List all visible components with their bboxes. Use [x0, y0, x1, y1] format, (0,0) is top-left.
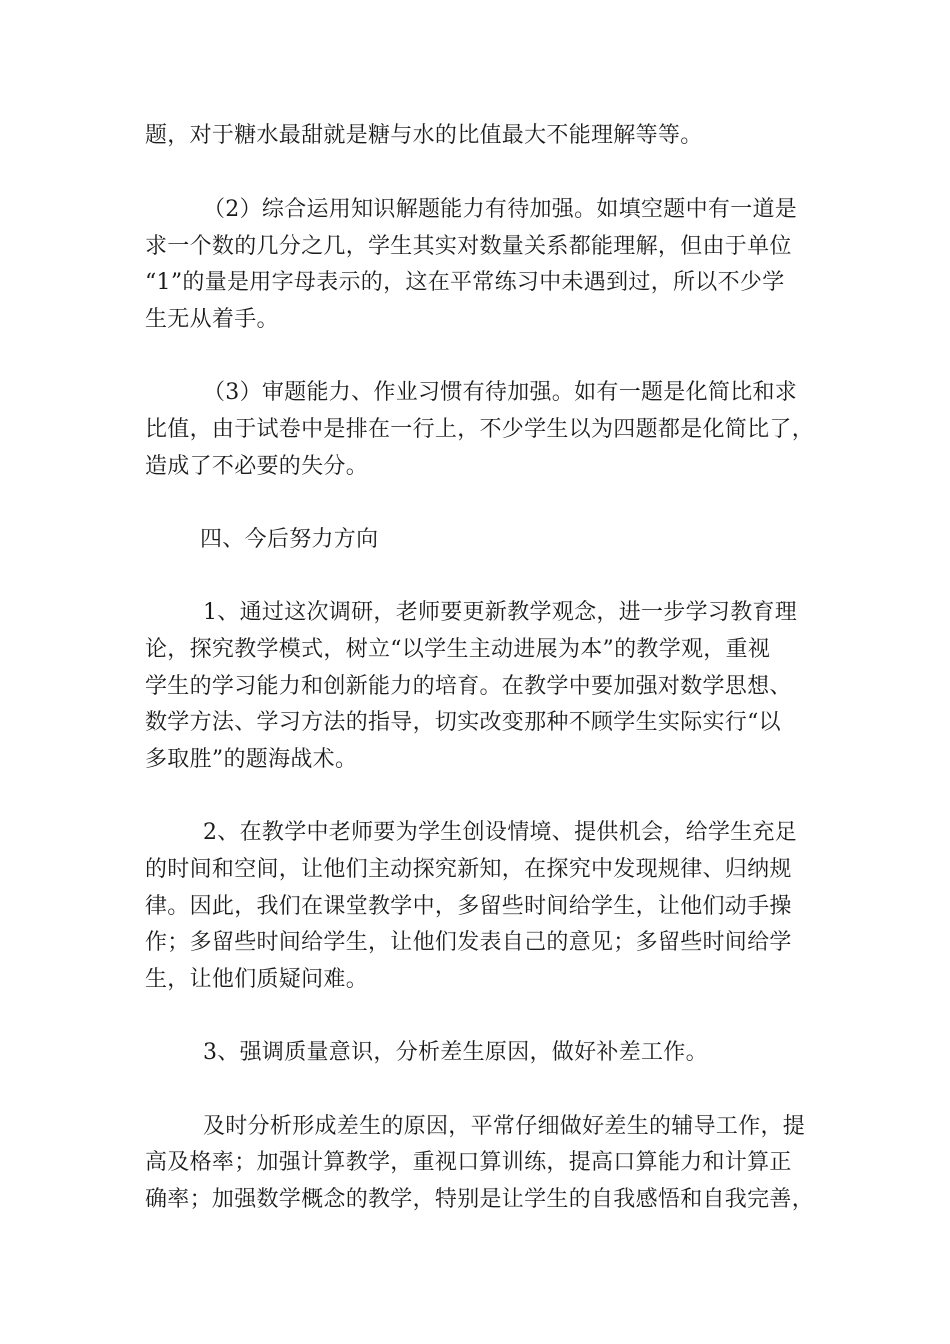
paragraph-line: 的时间和空间，让他们主动探究新知，在探究中发现规律、归纳规	[145, 857, 792, 882]
paragraph-line: 作；多留些时间给学生，让他们发表自己的意见；多留些时间给学	[145, 930, 792, 955]
paragraph-line: （2）综合运用知识解题能力有待加强。如填空题中有一道是	[203, 197, 798, 222]
paragraph-line: 生，让他们质疑问难。	[145, 967, 369, 992]
paragraph-line: 求一个数的几分之几，学生其实对数量关系都能理解，但由于单位	[145, 234, 792, 259]
paragraph-line: 3、强调质量意识，分析差生原因，做好补差工作。	[203, 1040, 708, 1065]
paragraph-line: “1”的量是用字母表示的，这在平常练习中未遇到过，所以不少学	[145, 270, 785, 295]
section-heading: 四、今后努力方向	[200, 527, 379, 552]
paragraph-line: 2、在教学中老师要为学生创设情境、提供机会，给学生充足	[203, 820, 798, 845]
paragraph-line: 论，探究教学模式，树立“以学生主动进展为本”的教学观，重视	[145, 637, 771, 662]
paragraph-line: 造成了不必要的失分。	[145, 454, 369, 479]
paragraph-line: 生无从着手。	[145, 307, 279, 332]
paragraph-line: 1、通过这次调研，老师要更新教学观念，进一步学习教育理	[203, 600, 798, 625]
paragraph-line: 高及格率；加强计算教学，重视口算训练，提高口算能力和计算正	[145, 1150, 792, 1175]
paragraph-line: 确率；加强数学概念的教学，特别是让学生的自我感悟和自我完善，	[145, 1187, 815, 1212]
paragraph-line: 题，对于糖水最甜就是糖与水的比值最大不能理解等等。	[145, 123, 703, 148]
paragraph-line: 比值，由于试卷中是排在一行上，不少学生以为四题都是化简比了，	[145, 417, 815, 442]
paragraph-line: 及时分析形成差生的原因，平常仔细做好差生的辅导工作，提	[203, 1114, 806, 1139]
paragraph-line: （3）审题能力、作业习惯有待加强。如有一题是化简比和求	[203, 380, 798, 405]
paragraph-line: 学生的学习能力和创新能力的培育。在教学中要加强对数学思想、	[145, 674, 792, 699]
paragraph-line: 数学方法、学习方法的指导，切实改变那种不顾学生实际实行“以	[145, 710, 781, 735]
paragraph-line: 多取胜”的题海战术。	[145, 747, 358, 772]
paragraph-line: 律。因此，我们在课堂教学中，多留些时间给学生，让他们动手操	[145, 894, 792, 919]
